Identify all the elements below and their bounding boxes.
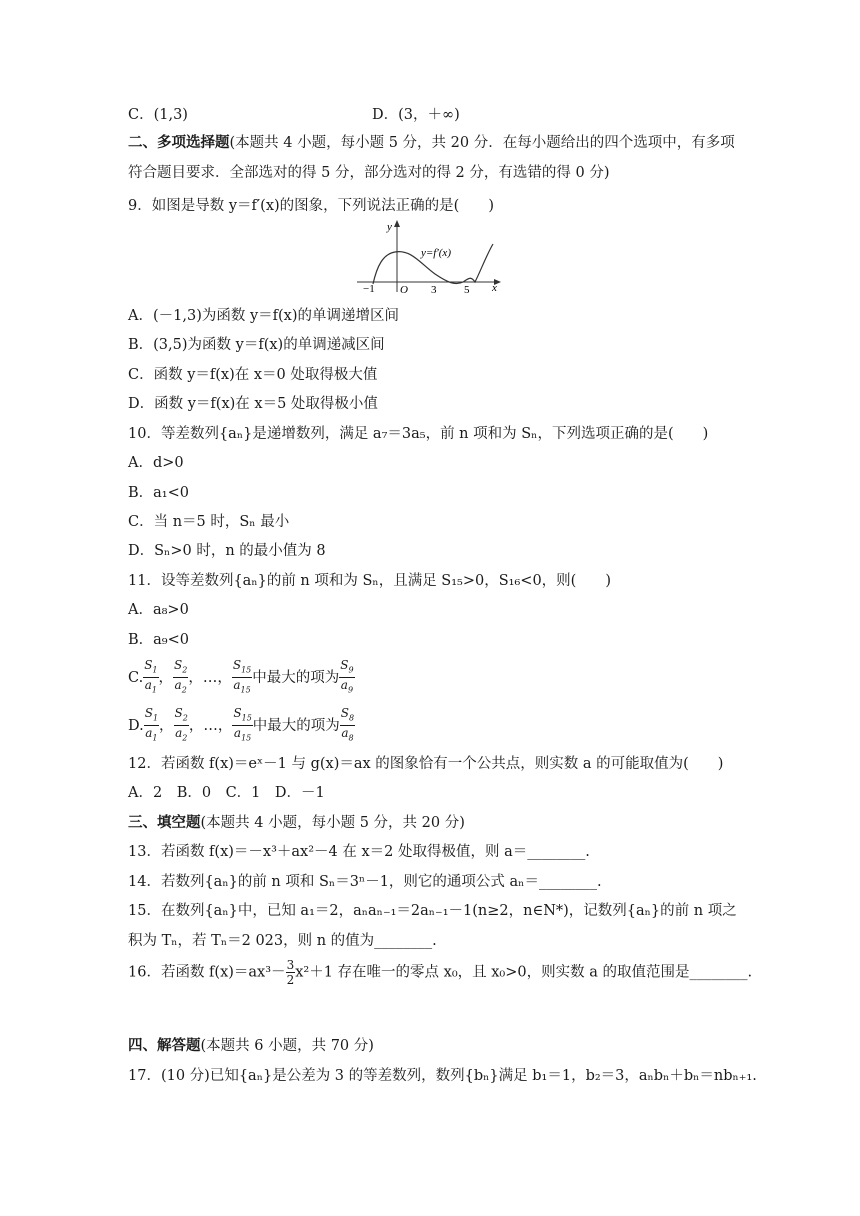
fraction-3-2 xyxy=(286,958,296,987)
y-axis-label: y xyxy=(387,221,392,233)
q12-options: A．2 B．0 C．1 D．－1 xyxy=(128,785,325,801)
section3-title: 三、填空题 xyxy=(128,814,201,831)
derivative-graph xyxy=(355,216,505,294)
q11-c-ellipsis: ，…， xyxy=(188,669,232,686)
q10-option-d: D．Sₙ>0 时，n 的最小值为 8 xyxy=(128,543,326,559)
q17: 17．(10 分)已知{aₙ}是公差为 3 的等差数列，数列{bₙ}满足 b₁＝1，b₂＝3，aₙbₙ＋bₙ＝nbₙ₊₁. xyxy=(128,1068,757,1084)
function-label: y=f′(x) xyxy=(421,247,451,259)
q10-option-c: C．当 n＝5 时，Sₙ 最小 xyxy=(128,514,290,530)
fraction-s8-a8: $\frac{S_8}{a_8}$ xyxy=(340,706,355,743)
tick-5: 5 xyxy=(464,284,470,294)
fraction-s2-a2: $\frac{S_2}{a_2}$ xyxy=(174,706,188,743)
q11-option-a: A．a₈>0 xyxy=(128,602,189,618)
section4-title: 四、解答题 xyxy=(128,1037,201,1054)
fraction-s1-a1: $\frac{S_1}{a_1}$ xyxy=(144,658,158,695)
q16-after: x²＋1 存在唯一的零点 x₀，且 x₀>0，则实数 a 的取值范围是________. xyxy=(295,964,753,981)
y-axis-arrow xyxy=(394,220,400,227)
frac-numerator: 3 xyxy=(286,958,295,972)
q9-stem: 9．如图是导数 y＝f′(x)的图象，下列说法正确的是( ) xyxy=(128,198,494,214)
tick-neg1: −1 xyxy=(363,283,375,294)
frac-denominator: 2 xyxy=(286,973,295,987)
section3-desc: (本题共 4 小题，每小题 5 分，共 20 分) xyxy=(200,815,465,831)
q11-c-sep: ， xyxy=(158,669,174,686)
q11-c-prefix: C. xyxy=(128,669,144,686)
q10-option-a: A．d>0 xyxy=(128,455,184,471)
q11-c-text: 中最大的项为 xyxy=(252,669,340,686)
q9-option-a: A．(－1,3)为函数 y＝f(x)的单调递增区间 xyxy=(128,308,400,324)
q16-before: 16．若函数 f(x)＝ax³－ xyxy=(128,964,286,981)
fraction-s2-a2: $\frac{S_2}{a_2}$ xyxy=(174,658,188,695)
q8-option-d: D．(3，＋∞) xyxy=(372,107,460,123)
section2-header xyxy=(128,128,738,188)
q9-option-b: B．(3,5)为函数 y＝f(x)的单调递减区间 xyxy=(128,337,385,353)
section4-header xyxy=(128,1036,374,1056)
q12-stem: 12．若函数 f(x)＝eˣ－1 与 g(x)＝ax 的图象恰有一个公共点，则实数 a 的可能取值为( ) xyxy=(128,756,724,772)
fraction-s1-a1: $\frac{S_1}{a_1}$ xyxy=(144,706,159,743)
q11-d-prefix: D. xyxy=(128,717,144,734)
q11-option-b: B．a₉<0 xyxy=(128,632,189,648)
origin-label: O xyxy=(400,284,408,294)
q11-option-c xyxy=(128,658,355,698)
tick-3: 3 xyxy=(431,284,437,294)
q10-stem: 10．等差数列{aₙ}是递增数列，满足 a₇＝3a₅，前 n 项和为 Sₙ，下列选项正确的是( ) xyxy=(128,426,709,442)
q16 xyxy=(128,958,752,998)
q8-option-c: C．(1,3) xyxy=(128,107,188,123)
q11-d-text: 中最大的项为 xyxy=(252,717,340,734)
x-axis-label: x xyxy=(492,282,497,294)
q14: 14．若数列{aₙ}的前 n 项和 Sₙ＝3ⁿ－1，则它的通项公式 aₙ＝________. xyxy=(128,874,602,890)
q15: 15．在数列{aₙ}中，已知 a₁＝2，aₙaₙ₋₁＝2aₙ₋₁－1(n≥2，n∈N*)，记数列{aₙ}的前 n 项之积为 Tₙ，若 Tₙ＝2 023，则 n 的值为________. xyxy=(128,903,737,949)
section4-desc: (本题共 6 小题，共 70 分) xyxy=(200,1038,374,1054)
q11-stem: 11．设等差数列{aₙ}的前 n 项和为 Sₙ，且满足 S₁₅>0，S₁₆<0，则( ) xyxy=(128,573,611,589)
q11-d-sep: ， xyxy=(159,717,174,734)
q13: 13．若函数 f(x)＝－x³＋ax²－4 在 x＝2 处取得极值，则 a＝________. xyxy=(128,844,590,860)
fraction-s15-a15: $\frac{S_{15}}{a_{15}}$ xyxy=(233,706,252,743)
section3-header xyxy=(128,813,465,833)
q9-option-c: C．函数 y＝f(x)在 x＝0 处取得极大值 xyxy=(128,367,378,383)
fraction-s15-a15: $\frac{S_{15}}{a_{15}}$ xyxy=(232,658,252,695)
q10-option-b: B．a₁<0 xyxy=(128,485,189,501)
section2-desc: (本题共 4 小题，每小题 5 分，共 20 分．在每小题给出的四个选项中，有多项符合题目要求．全部选对的得 5 分，部分选对的得 2 分，有选错的得 0 分) xyxy=(128,135,735,181)
q9-option-d: D．函数 y＝f(x)在 x＝5 处取得极小值 xyxy=(128,396,378,412)
q11-option-d xyxy=(128,706,355,746)
fraction-s9-a9: $\frac{S_9}{a_9}$ xyxy=(340,658,354,695)
section2-title: 二、多项选择题 xyxy=(128,134,230,151)
q11-d-ellipsis: ，…， xyxy=(188,717,233,734)
